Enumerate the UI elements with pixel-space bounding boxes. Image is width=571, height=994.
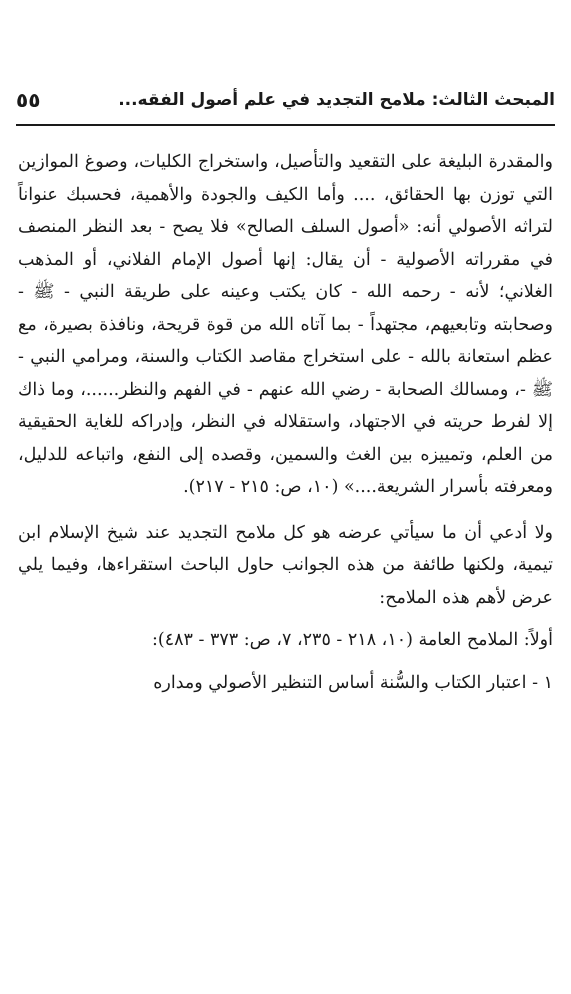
intro-paragraph: ولا أدعي أن ما سيأتي عرضه هو كل ملامح التجديد عند شيخ الإسلام ابن تيمية، ولكنها طائفة من هذه الجوانب حاول الباحث استقراءها، وفيما يلي عرض لأهم هذه الملامح: [18,522,553,608]
chapter-title: المبحث الثالث: ملامح التجديد في علم أصول الفقه... [118,90,555,110]
quote-paragraph: والمقدرة البليغة على التقعيد والتأصيل، واستخراج الكليات، وصوغ الموازين التي توزن بها الحقائق، .... وأما الكيف والجودة والأهمية، فحسبك عنواناً لتراثه الأصولي أنه: «أصول السلف الصالح» فلا يصح - بعد النظر المنصف في مقرراته الأصولية - أن يقال: إنها أصول الإمام الفلاني، أو المذهب الغلاني؛ لأنه - رحمه الله - كان يكتب وعينه على طريقة النبي - ﷺ - وصحابته وتابعيهم، مجتهداً - بما آتاه الله من قوة قريحة، ونافذة بصيرة، مع عظم استعانة بالله - على استخراج مقاصد الكتاب والسنة، ومرامي النبي - ﷺ -، ومسالك الصحابة - رضي الله عنهم - في الفهم والنظر......، وما ذاك إلا لفرط حريته في الاجتهاد، واستقلاله في النظر، وإدراكه للغاية الحقيقية من العلم، وتمييزه بين الغث والسمين، وقصده إلى النفع، واتباعه للدليل، ومعرفته بأسرار الشريعة....» (١٠، ص: ٢١٥ - ٢١٧). [18,152,553,497]
header-divider [16,124,555,126]
page-number: ٥٥ [16,88,41,112]
section-heading-general-features: أولاً: الملامح العامة (١٠، ٢١٨ - ٢٣٥، ٧، ص: ٣٧٣ - ٤٨٣): [152,630,553,650]
body-text [18,146,553,699]
running-header [16,88,555,126]
list-item-1: ١ - اعتبار الكتاب والسُّنة أساس التنظير الأصولي ومداره [153,672,553,693]
